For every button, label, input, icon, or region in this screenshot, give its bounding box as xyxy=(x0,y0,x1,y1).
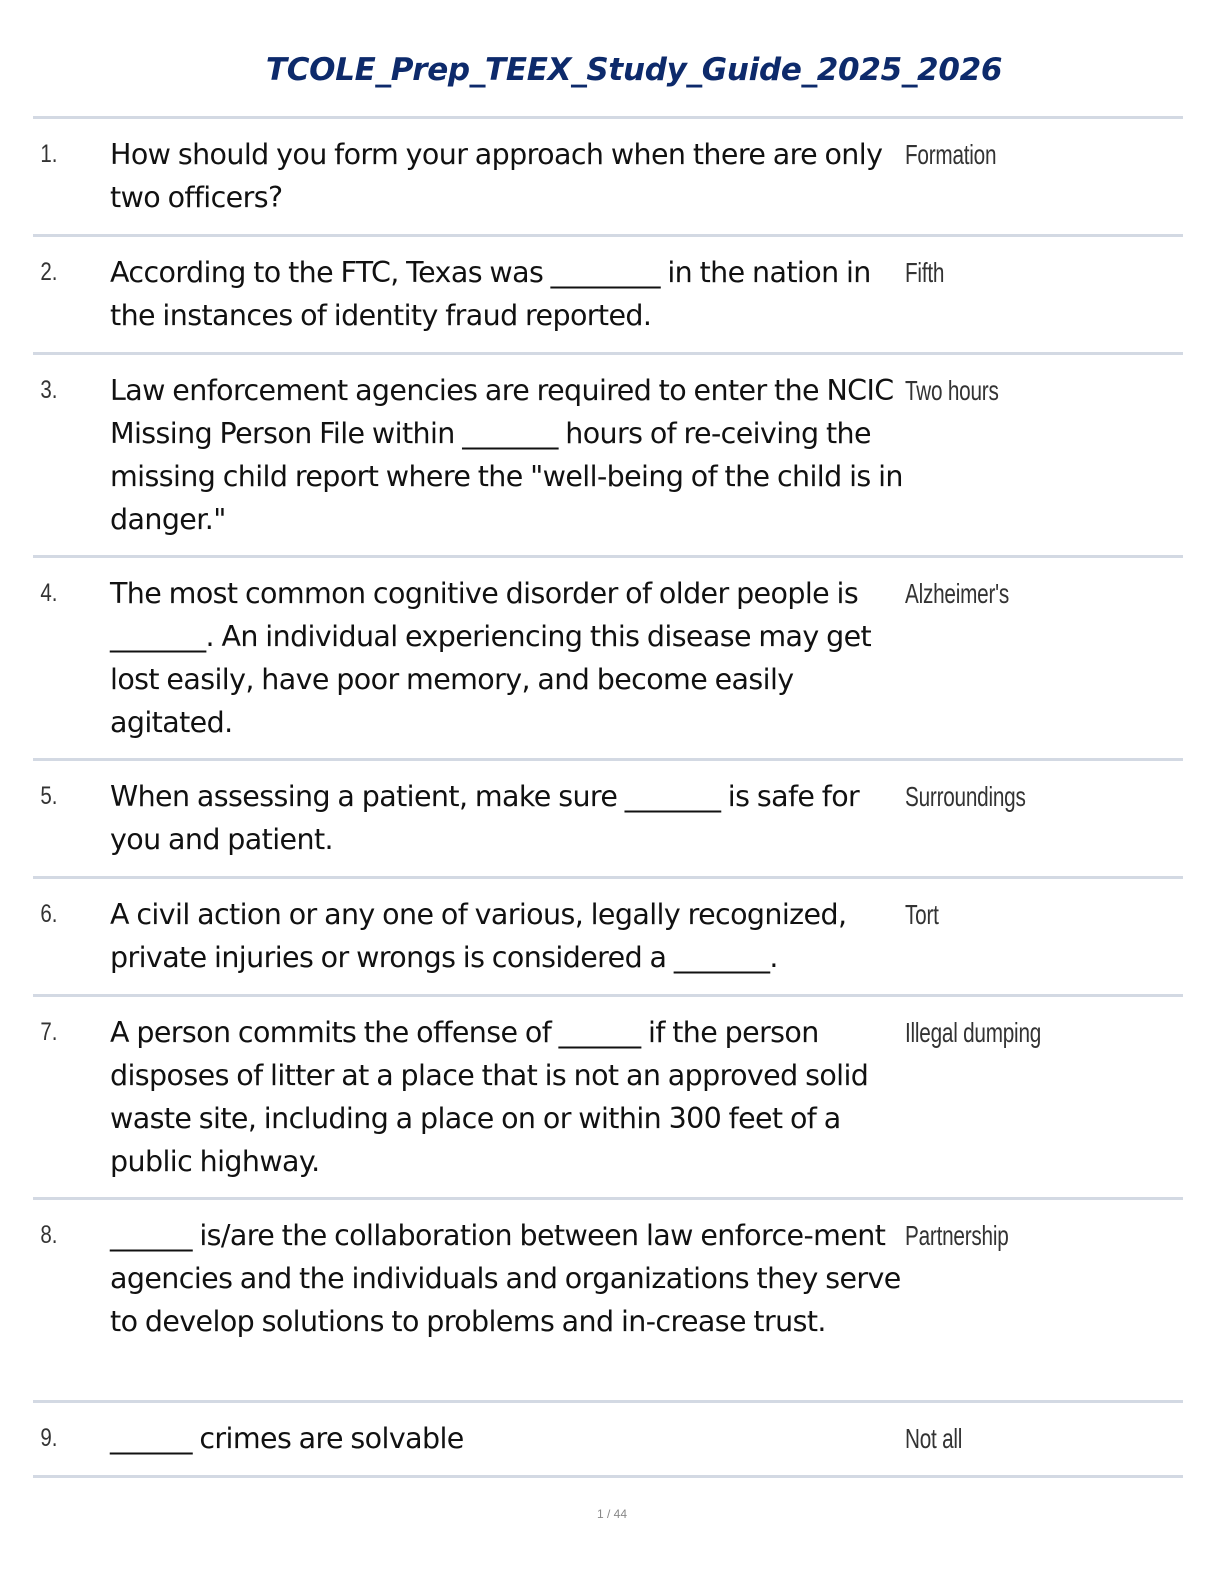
question-text: ______ is/are the collaboration between law enforce-ment agencies and the individuals and organizations they serve to develop solutions to problems and in-crease trust. xyxy=(110,1219,901,1338)
question-number: 1. xyxy=(40,140,58,168)
qa-row xyxy=(33,761,1183,879)
answer-text: Fifth xyxy=(905,257,945,288)
qa-row xyxy=(33,1200,1183,1403)
answer-text: Illegal dumping xyxy=(905,1017,1042,1048)
question-text: Law enforcement agencies are required to enter the NCIC Missing Person File within _______ hours of re-ceiving the missing child report where the "well-being of the child is in danger." xyxy=(110,374,903,536)
question-number: 7. xyxy=(40,1018,58,1046)
question-text: ______ crimes are solvable xyxy=(110,1422,464,1455)
question-text: A person commits the offense of ______ if the person disposes of litter at a place that is not an approved solid waste site, including a place on or within 300 feet of a public highway. xyxy=(110,1016,869,1178)
question-text: According to the FTC, Texas was ________ in the nation in the instances of identity fraud reported. xyxy=(110,256,871,332)
question-number: 5. xyxy=(40,782,58,810)
qa-row xyxy=(33,119,1183,237)
question-number: 2. xyxy=(40,258,58,286)
qa-row xyxy=(33,1403,1183,1478)
question-number: 4. xyxy=(40,579,58,607)
page-indicator: 1 / 44 xyxy=(596,1507,628,1521)
question-number: 9. xyxy=(40,1424,58,1452)
document-title: TCOLE_Prep_TEEX_Study_Guide_2025_2026 xyxy=(265,52,1003,88)
qa-row xyxy=(33,997,1183,1200)
answer-text: Alzheimer's xyxy=(905,578,1009,609)
question-number: 6. xyxy=(40,900,58,928)
answer-text: Formation xyxy=(905,139,997,170)
question-text: How should you form your approach when there are only two officers? xyxy=(110,138,883,214)
question-text: A civil action or any one of various, legally recognized, private injuries or wrongs is considered a _______. xyxy=(110,898,847,974)
qa-row xyxy=(33,237,1183,355)
qa-row xyxy=(33,879,1183,997)
answer-text: Partnership xyxy=(905,1220,1009,1251)
answer-text: Surroundings xyxy=(905,781,1026,812)
question-number: 3. xyxy=(40,376,58,404)
answer-text: Two hours xyxy=(905,375,999,406)
qa-row xyxy=(33,355,1183,558)
qa-list xyxy=(33,116,1183,1478)
answer-text: Not all xyxy=(905,1423,963,1454)
question-number: 8. xyxy=(40,1221,58,1249)
qa-row xyxy=(33,558,1183,761)
question-text: When assessing a patient, make sure _______ is safe for you and patient. xyxy=(110,780,860,856)
question-text: The most common cognitive disorder of older people is _______. An individual experiencing this disease may get lost easily, have poor memory, and become easily agitated. xyxy=(110,577,872,739)
answer-text: Tort xyxy=(905,899,939,930)
